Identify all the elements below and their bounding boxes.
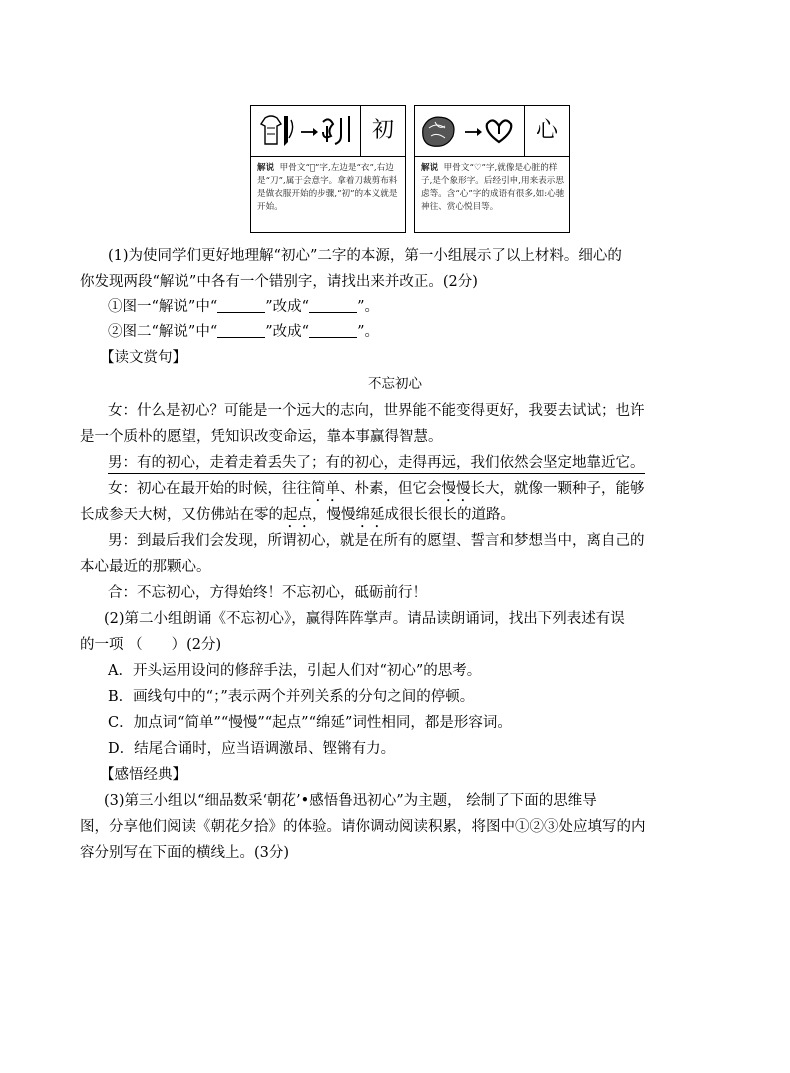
- poem-line-4-b: 、朴素，但它会: [340, 481, 442, 497]
- q1-answer-2-correct-blank[interactable]: [309, 323, 357, 338]
- section-feel-heading: 【感悟经典】: [100, 767, 187, 783]
- q1-answer-1-end: ”。: [357, 299, 379, 315]
- q3-line-1: (3)第三小组以“细品数采‘朝花’•感悟鲁迅初心”为主题， 绘制了下面的思维导: [104, 793, 597, 809]
- poem-line-4: [108, 479, 710, 505]
- dotted-word-qidian: 起点: [283, 507, 312, 523]
- q1-answer-1: [108, 297, 710, 317]
- q1-line-2: 你发现两段“解说”中各有一个错别字，请找出来并改正。(2分): [80, 274, 478, 290]
- q1-answer-2: [108, 322, 710, 342]
- oracle-chu-illustration: [251, 106, 361, 156]
- q1-answer-2-end: ”。: [357, 324, 379, 340]
- poem-line-5-b: ，慢慢: [312, 507, 356, 523]
- q1-answer-1-prefix: ①图一“解说”中“: [108, 299, 218, 315]
- poem-line-5-a: 长成参天大树，又仿佛站在零的: [80, 507, 283, 523]
- dotted-word-mianyan: 绵延: [355, 507, 385, 523]
- q1-answer-1-correct-blank[interactable]: [309, 298, 357, 313]
- q1-answer-1-mid: ”改成“: [265, 299, 310, 315]
- oracle-xin-illustration: [415, 106, 525, 156]
- poem-line-8: 合：不忘初心，方得始终！不忘初心，砥砺前行！: [108, 585, 427, 601]
- figure-chu-top: [251, 106, 405, 157]
- q1-answer-2-prefix: ②图二“解说”中“: [108, 324, 218, 340]
- dotted-word-jiandan: 简单: [311, 481, 340, 497]
- poem-line-4-a: 女：初心在最开始的时候，往往: [108, 481, 311, 497]
- q2-line-1: (2)第二小组朗诵《不忘初心》，赢得阵阵掌声。请品读朗诵词，找出下列表述有误: [104, 611, 625, 627]
- dotted-word-manman: 慢慢: [441, 481, 471, 497]
- figure-chu-note-text: 甲骨文“𠇢”字,左边是“衣”,右边是“刀”,属于会意字。拿着刀裁剪布料是做衣服开始的步骤,“初”的本义就是开始。: [257, 163, 398, 212]
- poem-line-5: [80, 505, 710, 531]
- q2-option-b[interactable]: B．画线句中的“；”表示两个并列关系的分句之间的停顿。: [108, 689, 475, 705]
- figure-xin-note-head: 解说: [421, 163, 439, 173]
- poem-line-5-c: 成很长很长的道路。: [384, 507, 515, 523]
- poem-line-6: 男：到最后我们会发现，所谓初心，就是在所有的愿望、誓言和梦想当中，离自己的: [108, 533, 645, 549]
- q2-option-a[interactable]: A．开头运用设问的修辞手法，引起人们对“初心”的思考。: [108, 663, 482, 679]
- q1-answer-2-mid: ”改成“: [265, 324, 310, 340]
- q3-line-3: 容分别写在下面的横线上。(3分): [80, 845, 290, 861]
- q1-line-1: (1)为使同学们更好地理解“初心”二字的本源，第一小组展示了以上材料。细心的: [108, 248, 622, 264]
- figure-chu-char: 初: [360, 106, 405, 156]
- poem-line-7: 本心最近的那颗心。: [80, 559, 211, 575]
- q2-option-d[interactable]: D．结尾合诵时，应当语调激昂、铿锵有力。: [108, 741, 396, 757]
- figure-xin-char: 心: [524, 106, 569, 156]
- q2-option-c[interactable]: C．加点词“简单”“慢慢”“起点”“绵延”词性相同，都是形容词。: [108, 715, 512, 731]
- figure-chu: [250, 105, 406, 233]
- section-read-heading: 【读文赏句】: [100, 350, 187, 366]
- figure-xin-top: [415, 106, 569, 157]
- figure-xin: [414, 105, 570, 233]
- poem-line-3-wrap: [108, 453, 710, 473]
- poem-line-2: 是一个质朴的愿望，凭知识改变命运，靠本事赢得智慧。: [80, 429, 443, 445]
- poem-line-3-underlined: 男：有的初心，走着走着丢失了；有的初心，走得再远，我们依然会坚定地靠近它。: [108, 455, 645, 474]
- q1-answer-1-wrong-blank[interactable]: [217, 298, 265, 313]
- q2-line-2: 的一项 （ ）(2分): [80, 637, 222, 653]
- figure-chu-note: [257, 162, 401, 214]
- poem-line-4-c: 长大，就像一颗种子，能够: [470, 481, 645, 497]
- figure-xin-note: [421, 162, 565, 214]
- poem-title: 不忘初心: [368, 376, 422, 392]
- figure-chu-note-head: 解说: [257, 163, 275, 173]
- q1-answer-2-wrong-blank[interactable]: [217, 323, 265, 338]
- figure-xin-note-text: 甲骨文“♡”字,就像是心脏的样子,是个象形字。后经引申,用来表示思虑等。含“心”字的成语有很多,如:心驰神往、赏心悦目等。: [421, 163, 565, 212]
- poem-line-1: 女：什么是初心？可能是一个远大的志向，世界能不能变得更好，我要去试试；也许: [108, 403, 645, 419]
- q3-line-2: 图，分享他们阅读《朝花夕拾》的体验。请你调动阅读积累，将图中①②③处应填写的内: [80, 819, 646, 835]
